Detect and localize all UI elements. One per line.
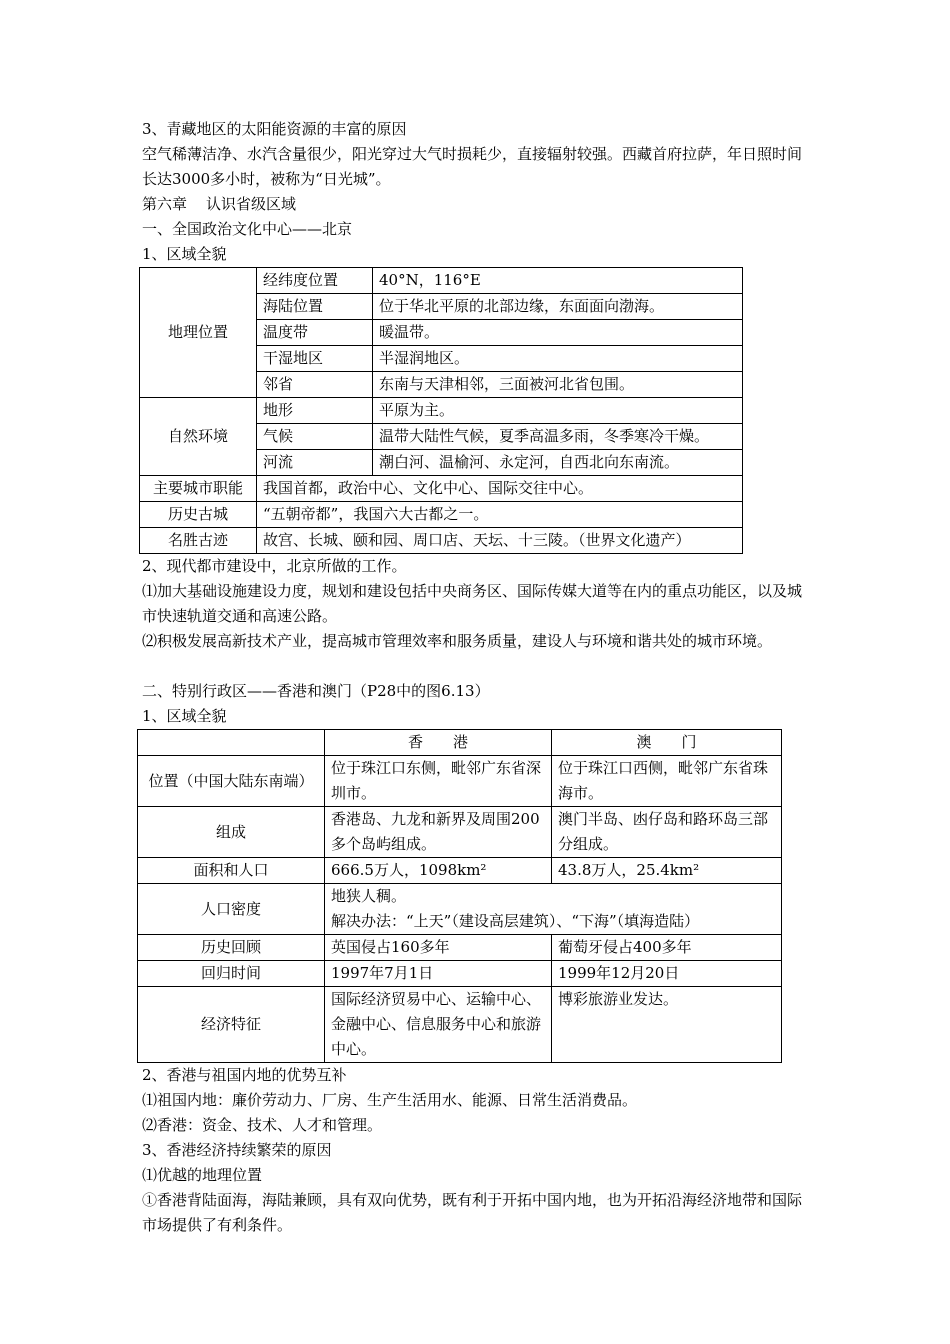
hongkong-value: 国际经济贸易中心、运输中心、金融中心、信息服务中心和旅游中心。 (325, 987, 552, 1063)
table-header-row (138, 730, 782, 756)
table-row (140, 268, 743, 294)
row-key: 名胜古迹 (140, 528, 257, 554)
hkmo-section-title: 二、特别行政区——香港和澳门（P28中的图6.13） (142, 682, 490, 700)
beijing-subheading-construction: 2、现代都市建设中，北京所做的工作。 (142, 557, 407, 575)
hkmo-subheading-prosperity: 3、香港经济持续繁荣的原因 (142, 1141, 332, 1159)
row-value: 潮白河、温榆河、永定河，自西北向东南流。 (373, 450, 743, 476)
row-key: 历史古城 (140, 502, 257, 528)
chapter-number: 第六章 (142, 195, 188, 213)
row-key: 河流 (257, 450, 373, 476)
row-key: 经济特征 (138, 987, 325, 1063)
hongkong-value: 位于珠江口东侧，毗邻广东省深圳市。 (325, 756, 552, 807)
row-value: 位于华北平原的北部边缘，东面面向渤海。 (373, 294, 743, 320)
intro-paragraph: 空气稀薄洁净、水汽含量很少，阳光穿过大气时损耗少，直接辐射较强。西藏首府拉萨，年日照时间长达3000多小时，被称为“日光城”。 (142, 145, 803, 188)
intro-heading: 3、青藏地区的太阳能资源的丰富的原因 (142, 120, 407, 138)
row-value: “五朝帝都”，我国六大古都之一。 (257, 502, 743, 528)
row-value: 半湿润地区。 (373, 346, 743, 372)
density-line-2: 解决办法：“上天”（建设高层建筑）、“下海”（填海造陆） (331, 912, 700, 930)
complement-item-2: ⑵香港：资金、技术、人才和管理。 (142, 1116, 383, 1134)
macau-value: 博彩旅游业发达。 (552, 987, 782, 1063)
row-value: 平原为主。 (373, 398, 743, 424)
geo-position-label: 地理位置 (140, 268, 257, 398)
density-value (325, 884, 782, 935)
density-line-1: 地狭人稠。 (331, 887, 407, 905)
row-value: 温带大陆性气候，夏季高温多雨，冬季寒冷干燥。 (373, 424, 743, 450)
row-key: 经纬度位置 (257, 268, 373, 294)
hongkong-value: 666.5万人，1098km² (325, 858, 552, 884)
row-key: 干湿地区 (257, 346, 373, 372)
row-key: 地形 (257, 398, 373, 424)
header-hongkong: 香 港 (325, 730, 552, 756)
table-row (140, 502, 743, 528)
macau-value: 43.8万人，25.4km² (552, 858, 782, 884)
macau-value: 位于珠江口西侧，毗邻广东省珠海市。 (552, 756, 782, 807)
row-key: 人口密度 (138, 884, 325, 935)
prosperity-item-1: ⑴优越的地理位置 (142, 1166, 263, 1184)
row-key: 邻省 (257, 372, 373, 398)
beijing-section-title: 一、全国政治文化中心——北京 (142, 220, 353, 238)
table-row (140, 476, 743, 502)
beijing-subheading-overview: 1、区域全貌 (142, 245, 227, 263)
beijing-work-item-1: ⑴加大基础设施建设力度，规划和建设包括中央商务区、国际传媒大道等在内的重点功能区，以及城市快速轨道交通和高速公路。 (142, 582, 803, 625)
row-key: 回归时间 (138, 961, 325, 987)
row-key: 主要城市职能 (140, 476, 257, 502)
hkmo-subheading-overview: 1、区域全貌 (142, 707, 227, 725)
table-row (138, 987, 782, 1063)
beijing-work-item-2: ⑵积极发展高新技术产业，提高城市管理效率和服务质量，建设人与环境和谐共处的城市环境。 (142, 632, 773, 650)
hongkong-value: 香港岛、九龙和新界及周围200多个岛屿组成。 (325, 807, 552, 858)
hkmo-subheading-complement: 2、香港与祖国内地的优势互补 (142, 1066, 347, 1084)
row-key: 组成 (138, 807, 325, 858)
header-macau: 澳 门 (552, 730, 782, 756)
table-row (138, 961, 782, 987)
hongkong-value: 英国侵占160多年 (325, 935, 552, 961)
row-key: 温度带 (257, 320, 373, 346)
table-row (138, 756, 782, 807)
document-page (142, 117, 810, 1238)
beijing-overview-table (139, 267, 743, 554)
hkmo-overview-table (137, 729, 782, 1063)
row-value: 我国首都，政治中心、文化中心、国际交往中心。 (257, 476, 743, 502)
row-key: 气候 (257, 424, 373, 450)
row-key: 历史回顾 (138, 935, 325, 961)
prosperity-detail-1: ①香港背陆面海，海陆兼顾，具有双向优势，既有利于开拓中国内地，也为开拓沿海经济地带和国际市场提供了有利条件。 (142, 1191, 803, 1234)
header-empty-cell (138, 730, 325, 756)
table-row (138, 807, 782, 858)
complement-item-1: ⑴祖国内地：廉价劳动力、厂房、生产生活用水、能源、日常生活消费品。 (142, 1091, 638, 1109)
macau-value: 葡萄牙侵占400多年 (552, 935, 782, 961)
table-row (140, 528, 743, 554)
macau-value: 1999年12月20日 (552, 961, 782, 987)
row-value: 40°N，116°E (373, 268, 743, 294)
row-value: 东南与天津相邻，三面被河北省包围。 (373, 372, 743, 398)
table-row (138, 858, 782, 884)
hongkong-value: 1997年7月1日 (325, 961, 552, 987)
chapter-heading (142, 192, 810, 217)
table-row (138, 884, 782, 935)
natural-environment-label: 自然环境 (140, 398, 257, 476)
table-row (138, 935, 782, 961)
macau-value: 澳门半岛、凼仔岛和路环岛三部分组成。 (552, 807, 782, 858)
row-key: 海陆位置 (257, 294, 373, 320)
chapter-title: 认识省级区域 (206, 195, 297, 213)
row-key: 面积和人口 (138, 858, 325, 884)
row-value: 故宫、长城、颐和园、周口店、天坛、十三陵。（世界文化遗产） (257, 528, 743, 554)
table-row (140, 398, 743, 424)
row-key: 位置（中国大陆东南端） (138, 756, 325, 807)
row-value: 暖温带。 (373, 320, 743, 346)
